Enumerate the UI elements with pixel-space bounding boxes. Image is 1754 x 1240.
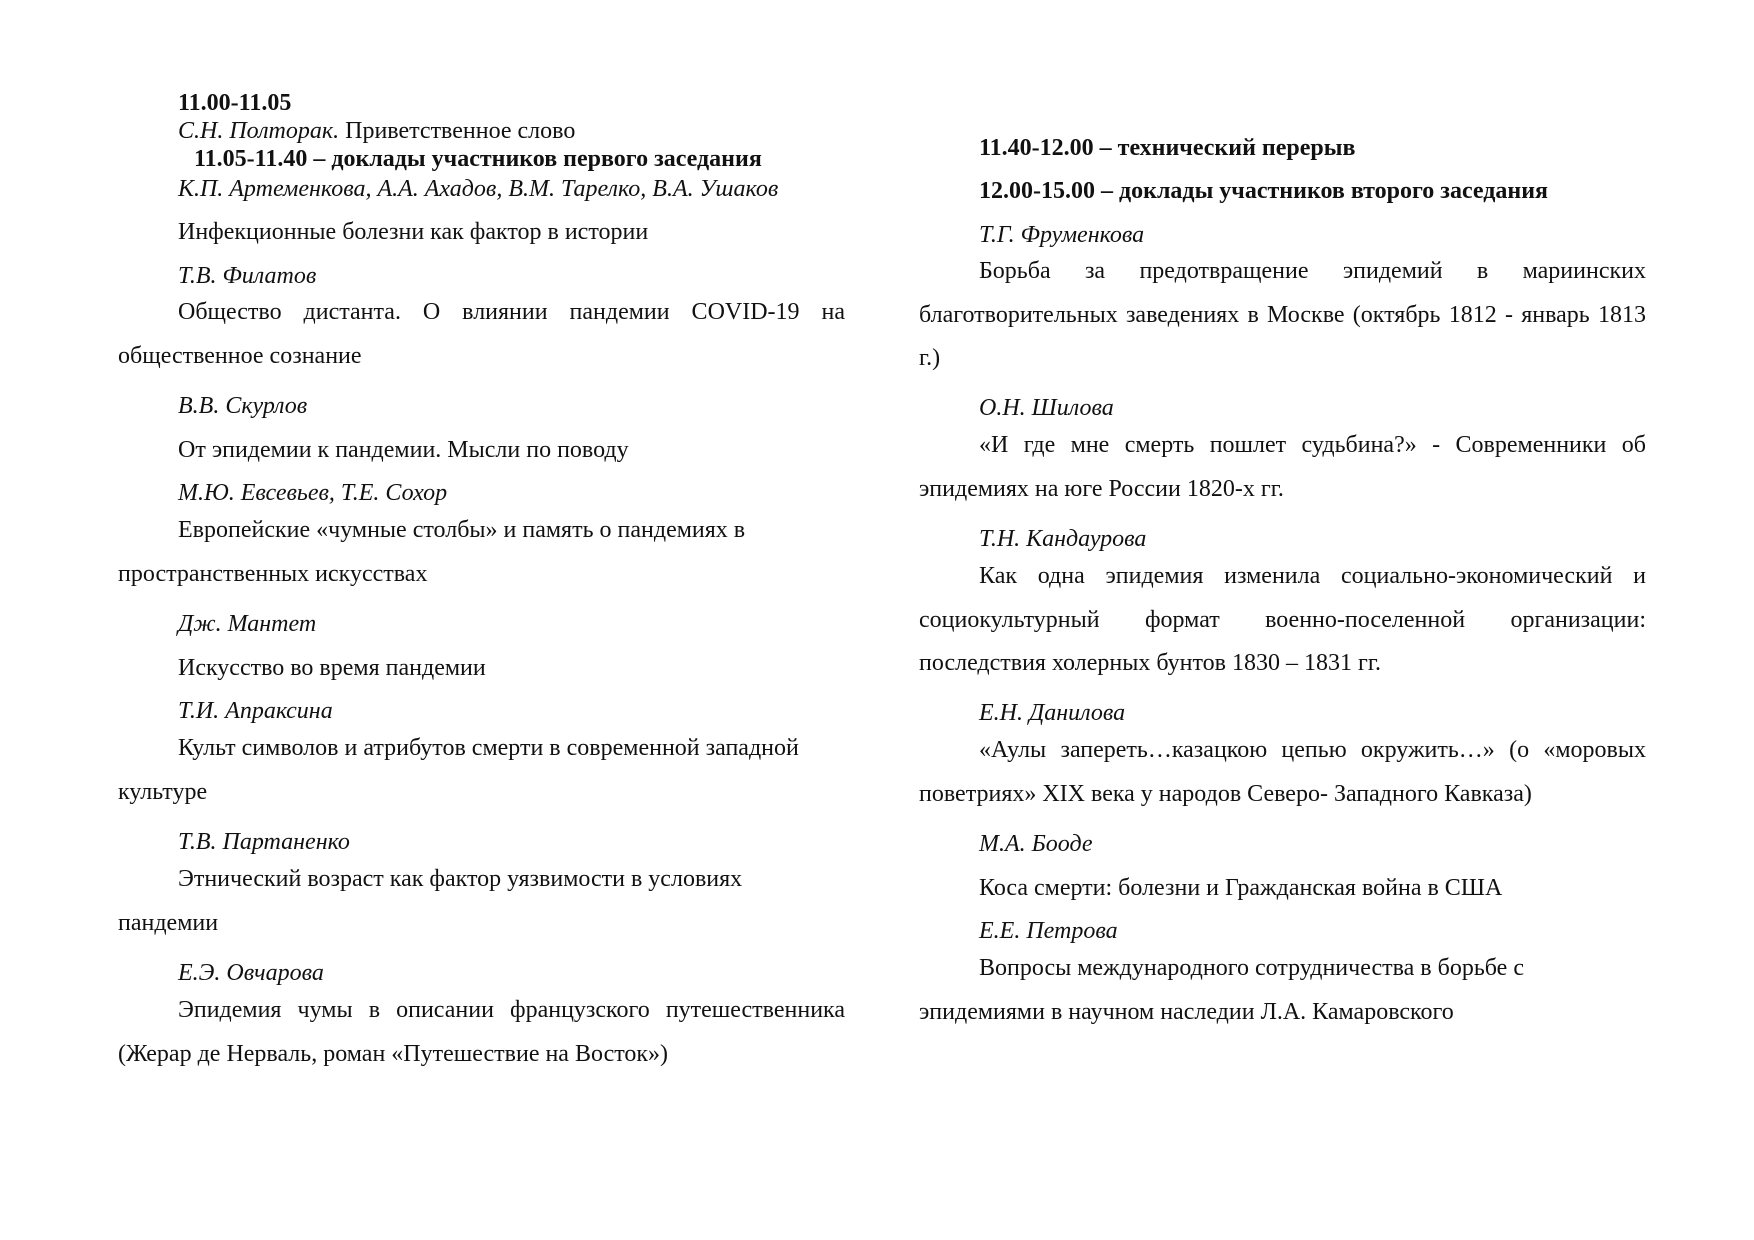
talk-author: Т.В. Филатов (178, 263, 317, 289)
talk-title: Искусство во время пандемии (178, 655, 486, 681)
session-2-heading: 12.00-15.00 – доклады участников второго заседания (979, 178, 1549, 204)
talk-title: От эпидемии к пандемии. Мысли по поводу (178, 437, 629, 463)
talk-title: Европейские «чумные столбы» и память о пандемиях в пространственных искусствах (118, 517, 746, 587)
talk-author: Дж. Мантет (178, 611, 317, 637)
talk-title: Вопросы международного сотрудничества в борьбе с эпидемиями в научном наследии Л.А. Камаровского (919, 955, 1524, 1025)
talk-author: Т.И. Апраксина (178, 698, 333, 724)
talk-author: М.Ю. Евсевьев, Т.Е. Сохор (178, 480, 448, 506)
talk-title: Общество дистанта. О влиянии пандемии COVID-19 на общественное сознание (118, 299, 845, 369)
talk-title: Эпидемия чумы в описании французского путешественника (Жерар де Нерваль, роман «Путешествие на Восток») (118, 997, 845, 1067)
talk-author: Т.Г. Фруменкова (979, 222, 1145, 248)
talk-title: «И где мне смерть пошлет судьбина?» - Современники об эпидемиях на юге России 1820-х гг. (919, 432, 1646, 502)
intro-line (118, 117, 845, 145)
talk-title: Культ символов и атрибутов смерти в современной западной культуре (118, 735, 799, 805)
talk-author: Е.Э. Овчарова (178, 960, 324, 986)
talk-author: О.Н. Шилова (979, 395, 1114, 421)
intro-time: 11.00-11.05 (178, 90, 292, 116)
talk-author: К.П. Артеменкова, А.А. Ахадов, В.М. Тарелко, В.А. Ушаков (178, 176, 779, 202)
talk-title: Коса смерти: болезни и Гражданская война в США (979, 875, 1503, 901)
talk-author: В.В. Скурлов (178, 393, 308, 419)
session-1-heading: 11.05-11.40 – доклады участников первого заседания (194, 146, 762, 172)
talk-title: Как одна эпидемия изменила социально-экономический и социокультурный формат военно-поселенной организации: последствия холерных бунтов 1830 – 1831 гг. (919, 563, 1646, 676)
talk-author: Е.Н. Данилова (979, 700, 1126, 726)
talk-author: Т.В. Партаненко (178, 829, 350, 855)
talk-author: Т.Н. Кандаурова (979, 526, 1147, 552)
talk-author: Е.Е. Петрова (979, 918, 1118, 944)
talk-title: «Аулы запереть…казацкою цепью окружить…» (о «моровых поветриях» XIX века у народов Северо- Западного Кавказа) (919, 737, 1646, 807)
break-heading: 11.40-12.00 – технический перерыв (979, 135, 1356, 161)
intro-author: С.Н. Полторак. (178, 118, 340, 144)
talk-title: Этнический возраст как фактор уязвимости в условиях пандемии (118, 866, 743, 936)
intro-title: Приветственное слово (339, 118, 576, 144)
talk-title: Инфекционные болезни как фактор в истории (178, 219, 649, 245)
talk-title: Борьба за предотвращение эпидемий в мариинских благотворительных заведениях в Москве (октябрь 1812 - январь 1813 г.) (919, 258, 1646, 371)
talk-author: М.А. Бооде (979, 831, 1093, 857)
